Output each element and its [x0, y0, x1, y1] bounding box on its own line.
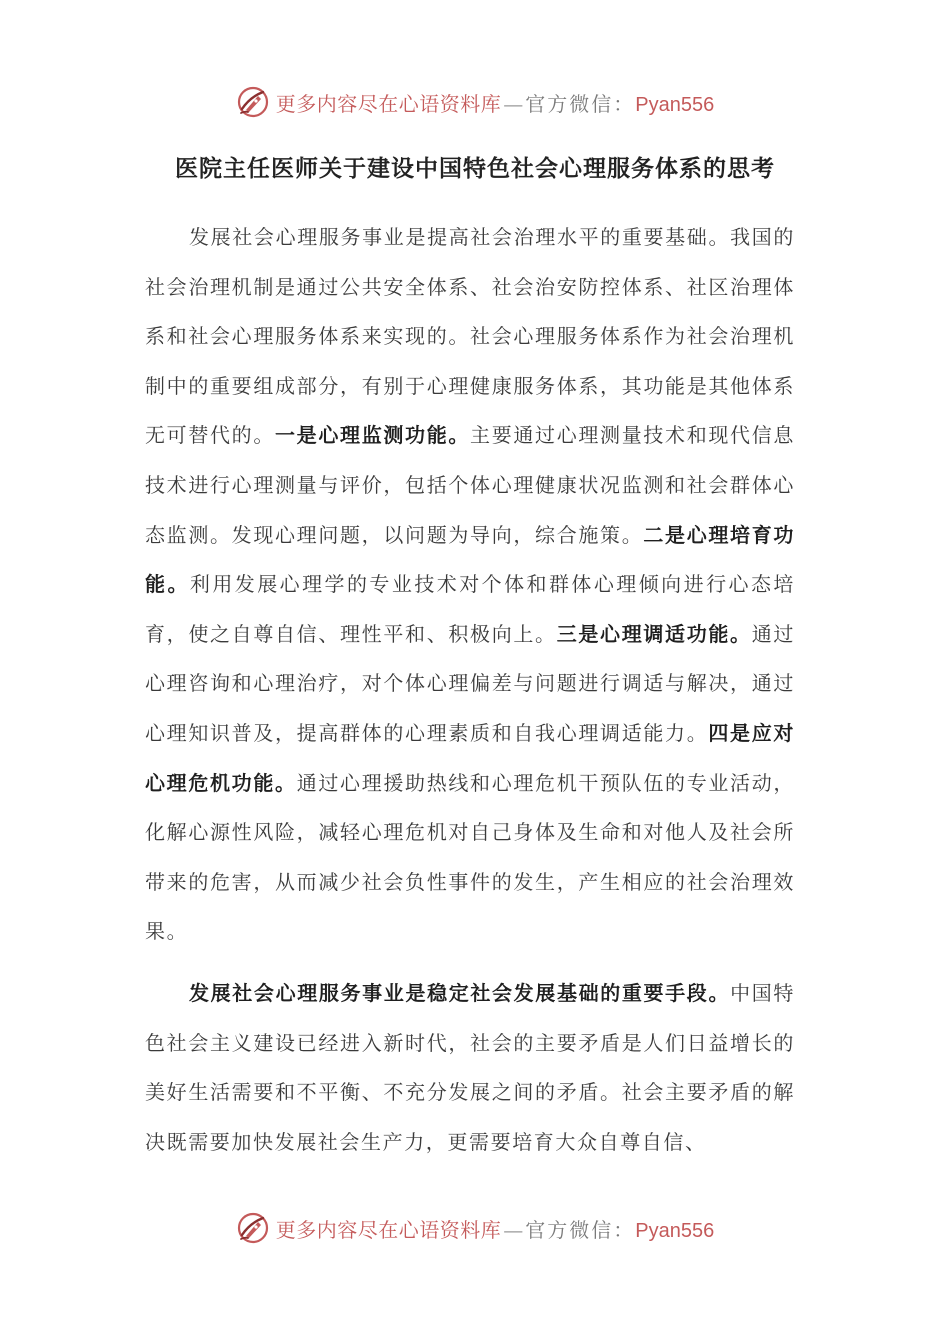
- paragraph-text: 通过心理咨询和心理治疗，对个体心理偏差与问题进行调适与解决，通过心理知识普及，提高群体的心理素质和自我心理调适能力。: [145, 621, 795, 745]
- footer-banner: [0, 1208, 950, 1248]
- body-paragraph: [145, 969, 795, 1167]
- paragraph-bold-heading: 发展社会心理服务事业是稳定社会发展基础的重要手段。: [189, 980, 731, 1005]
- banner-slogan: 更多内容尽在心语资料库: [275, 91, 502, 116]
- paragraph-bold-heading: 二是心理培育功能。: [145, 522, 795, 597]
- paragraph-text: 主要通过心理测量技术和现代信息技术进行心理测量与评价，包括个体心理健康状况监测和社会群体心态监测。发现心理问题，以问题为导向，综合施策。: [145, 423, 795, 547]
- paragraph-text: 通过心理援助热线和心理危机干预队伍的专业活动，化解心源性风险，减轻心理危机对自己身体及生命和对他人及社会所带来的危害，从而减少社会负性事件的发生，产生相应的社会治理效果。: [145, 770, 795, 944]
- header-banner: [0, 82, 950, 122]
- pen-nib-logo-icon: [236, 85, 270, 119]
- banner-dash: —: [503, 91, 524, 116]
- paragraph-bold-heading: 四是应对心理危机功能。: [145, 720, 795, 795]
- paragraph-text: 利用发展心理学的专业技术对个体和群体心理倾向进行心态培育，使之自尊自信、理性平和、积极向上。: [145, 572, 795, 646]
- body-paragraph: [145, 213, 795, 957]
- banner-weixin-id: Pyan556: [635, 1219, 715, 1242]
- document-body: [145, 213, 795, 1167]
- paragraph-text: 中国特色社会主义建设已经进入新时代，社会的主要矛盾是人们日益增长的美好生活需要和不平衡、不充分发展之间的矛盾。社会主要矛盾的解决既需要加快发展社会生产力，更需要培育大众自尊自信、: [145, 980, 795, 1154]
- paragraph-bold-heading: 一是心理监测功能。: [275, 423, 471, 448]
- banner-dash: —: [503, 1217, 524, 1242]
- pen-nib-logo-icon: [236, 1211, 270, 1245]
- document-title: 医院主任医师关于建设中国特色社会心理服务体系的思考: [175, 155, 775, 182]
- paragraph-text: 发展社会心理服务事业是提高社会治理水平的重要基础。我国的社会治理机制是通过公共安全体系、社会治安防控体系、社区治理体系和社会心理服务体系来实现的。社会心理服务体系作为社会治理机制中的重要组成部分，有别于心理健康服务体系，其功能是其他体系无可替代的。: [145, 225, 795, 448]
- banner-slogan: 更多内容尽在心语资料库: [275, 1217, 502, 1242]
- banner-weixin-label: 官方微信：: [525, 1217, 636, 1242]
- banner-weixin-id: Pyan556: [635, 93, 715, 116]
- banner-weixin-label: 官方微信：: [525, 91, 636, 116]
- paragraph-bold-heading: 三是心理调适功能。: [556, 621, 752, 646]
